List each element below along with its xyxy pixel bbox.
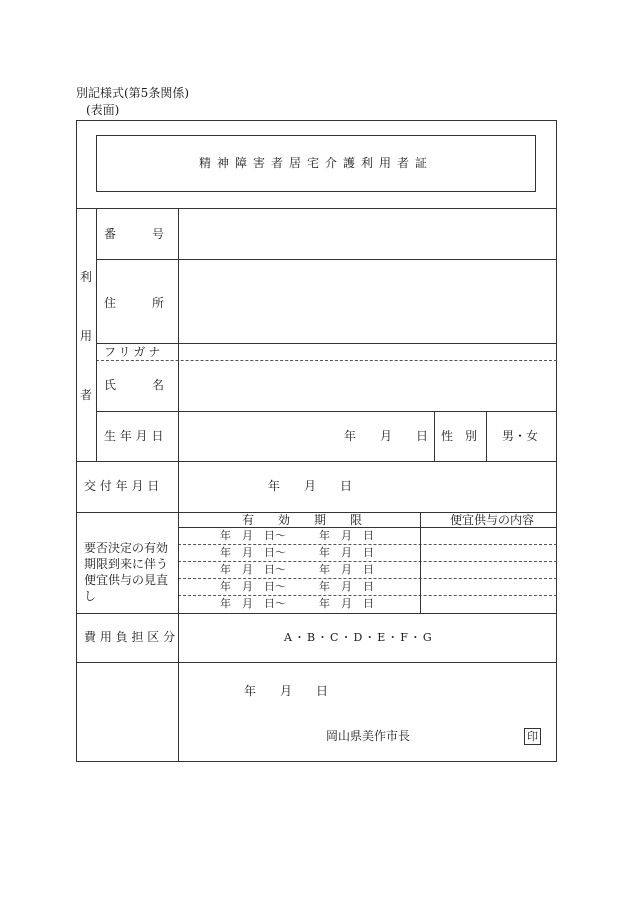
rule-cost	[76, 662, 557, 663]
dob-value: 年 月 日	[344, 429, 429, 443]
page-title: 精神障害者居宅介護利用者証	[198, 156, 433, 170]
side-label: (表面)	[86, 103, 120, 117]
address-label: 住 所	[104, 296, 165, 310]
rule-review-header	[178, 527, 557, 528]
rule-review-end	[76, 613, 557, 614]
user-group-char-1: 利	[79, 270, 92, 284]
user-group-char-2: 用	[79, 329, 92, 343]
sex-label: 性 別	[441, 429, 478, 443]
rule-dob-divider	[434, 411, 435, 461]
furigana-label: フリガナ	[104, 345, 164, 359]
rule-review-2	[178, 561, 557, 562]
issue-date-label: 交 付 年 月 日	[84, 479, 160, 493]
rule-address	[96, 343, 557, 344]
rule-sex-divider	[486, 411, 487, 461]
rule-top-user	[76, 208, 557, 209]
rule-review-1	[178, 544, 557, 545]
form-label: 別記様式(第5条関係)	[76, 86, 189, 100]
rule-name	[96, 411, 557, 412]
content-column-header: 便宜供与の内容	[450, 513, 535, 527]
rule-furigana	[96, 360, 557, 361]
validity-column-header: 有 効 期 限	[242, 513, 363, 527]
cost-category-value: A・B・C・D・E・F・G	[284, 631, 434, 644]
review-row-label: 要否決定の有効期限到来に伴う便宜供与の見直し	[84, 541, 169, 603]
cost-category-label: 費 用 負 担 区 分	[84, 630, 176, 644]
rule-review-3	[178, 578, 557, 579]
seal-mark: 印	[524, 728, 541, 745]
name-label: 氏 名	[104, 378, 165, 392]
validity-row: 年 月 日〜 年 月 日	[220, 597, 374, 610]
rule-group-divider	[96, 208, 97, 461]
rule-review-divider	[420, 512, 421, 613]
rule-label-column	[178, 208, 179, 762]
rule-dob	[76, 461, 557, 462]
rule-number	[96, 259, 557, 260]
issue-date-value: 年 月 日	[268, 479, 353, 493]
validity-row: 年 月 日〜 年 月 日	[220, 580, 374, 593]
user-group-char-3: 者	[79, 388, 92, 402]
validity-row: 年 月 日〜 年 月 日	[220, 563, 374, 576]
validity-row: 年 月 日〜 年 月 日	[220, 529, 374, 542]
signature-date: 年 月 日	[244, 684, 329, 698]
validity-row: 年 月 日〜 年 月 日	[220, 546, 374, 559]
issuer-name: 岡山県美作市長	[326, 729, 411, 743]
sex-value: 男・女	[502, 429, 539, 443]
dob-label: 生 年 月 日	[104, 429, 164, 443]
number-label: 番 号	[104, 227, 165, 241]
rule-review-4	[178, 595, 557, 596]
